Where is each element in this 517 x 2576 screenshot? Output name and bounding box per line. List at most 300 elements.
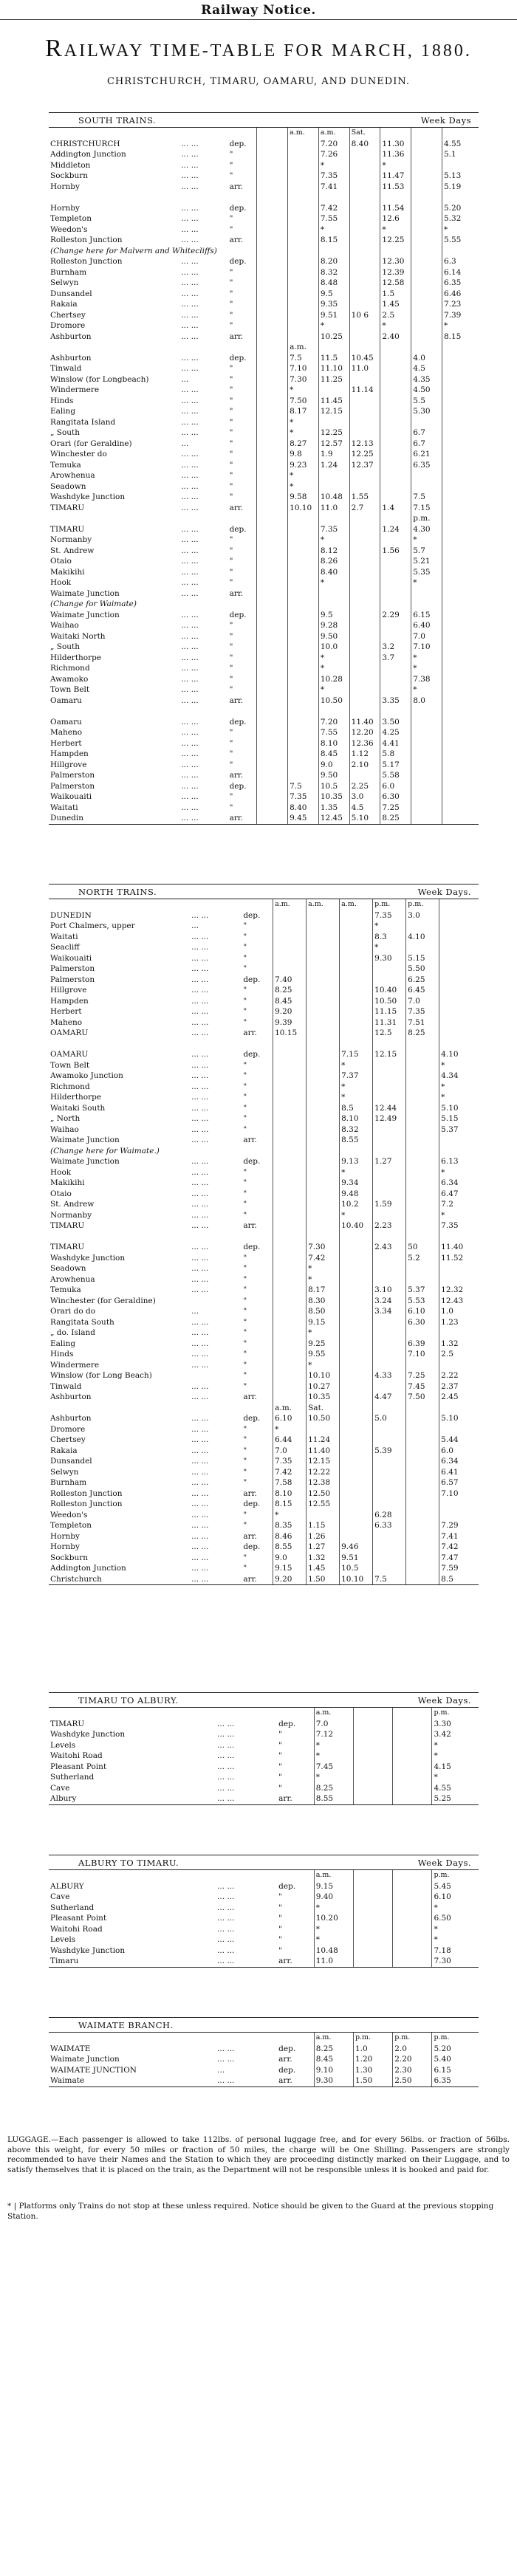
dep-arr-marker: " <box>243 996 247 1006</box>
leader-dots: ... ... <box>191 1017 209 1027</box>
time-cell: * <box>373 921 406 932</box>
time-cell <box>257 235 288 246</box>
dep-arr-marker: dep. <box>243 1500 261 1508</box>
dep-arr-marker: " <box>229 171 233 180</box>
dep-arr-marker: dep. <box>229 257 247 266</box>
time-cell <box>340 953 373 964</box>
station-name: „ do. Island <box>50 1328 95 1337</box>
time-cell <box>373 1178 406 1189</box>
timetable-row <box>49 310 479 321</box>
time-cell <box>411 781 442 792</box>
time-cell <box>288 278 319 289</box>
dep-arr-marker: " <box>243 1189 247 1198</box>
dep-arr-marker: " <box>243 1435 247 1444</box>
time-cell <box>257 460 288 471</box>
time-cell: 3.0 <box>349 791 380 803</box>
timetable-row <box>49 642 479 653</box>
time-cell: 1.35 <box>318 803 349 814</box>
time-cell <box>257 556 288 567</box>
time-cell <box>442 803 479 814</box>
station-name: Dunsandel <box>50 1457 92 1466</box>
time-cell: 1.32 <box>439 1339 479 1350</box>
time-cell: 9.15 <box>307 1317 340 1328</box>
time-cell: * <box>288 385 319 396</box>
dep-arr-marker: arr. <box>229 503 244 512</box>
station-name: WAIMATE <box>50 2044 91 2053</box>
time-cell: * <box>314 1924 353 1935</box>
dep-arr-marker: dep. <box>243 1157 261 1166</box>
time-cell <box>406 1520 439 1531</box>
time-cell: 4.15 <box>432 1762 479 1773</box>
time-cell <box>353 1762 392 1773</box>
timetable-row <box>49 1060 479 1071</box>
time-cell: 3.24 <box>373 1296 406 1307</box>
time-cell: 12.25 <box>318 427 349 439</box>
time-cell: p.m. <box>411 513 442 524</box>
time-cell: 11.52 <box>439 1253 479 1264</box>
time-cell <box>439 1274 479 1285</box>
time-cell <box>349 160 380 171</box>
time-cell: 7.30 <box>288 374 319 385</box>
timetable-row <box>49 427 479 439</box>
station-name: Hook <box>50 1167 72 1177</box>
time-cell: 1.45 <box>307 1563 340 1574</box>
time-cell <box>340 1242 373 1253</box>
time-cell <box>288 513 319 524</box>
station-name: Winchester (for Geraldine) <box>50 1296 156 1305</box>
station-name: Waitaki North <box>50 631 106 641</box>
time-cell: 1.15 <box>307 1520 340 1531</box>
dep-arr-marker: dep. <box>278 1881 296 1891</box>
leader-dots: ... ... <box>181 674 199 684</box>
time-cell: 8.25 <box>314 1783 353 1794</box>
time-cell <box>411 717 442 728</box>
time-cell: 5.55 <box>442 235 479 246</box>
time-cell: 7.5 <box>411 492 442 503</box>
time-cell: 10.48 <box>314 1945 353 1957</box>
time-cell <box>373 1092 406 1103</box>
time-cell: 5.50 <box>406 964 439 975</box>
time-cell: a.m. <box>307 899 340 910</box>
station-name: Selwyn <box>50 278 79 287</box>
time-cell <box>442 684 479 695</box>
time-cell <box>373 1082 406 1093</box>
leader-dots: ... ... <box>217 1914 235 1923</box>
station-name <box>49 192 179 203</box>
time-cell <box>349 610 380 621</box>
time-cell <box>257 470 288 481</box>
timetable-row <box>49 1881 479 1892</box>
time-cell: 6.10 <box>406 1306 439 1317</box>
time-cell <box>257 289 288 300</box>
timetable-row <box>49 2044 479 2055</box>
time-cell <box>288 332 319 343</box>
time-cell <box>439 1360 479 1371</box>
time-cell <box>442 577 479 588</box>
time-cell <box>257 439 288 450</box>
page <box>0 1 517 2576</box>
time-cell <box>442 406 479 417</box>
time-cell: 8.35 <box>273 1520 307 1531</box>
timetable-row <box>49 546 479 557</box>
time-cell <box>340 1381 373 1392</box>
timetable-row <box>49 1542 479 1553</box>
station-name: Hilderthorpe <box>50 1093 102 1102</box>
time-cell: 7.18 <box>432 1945 479 1957</box>
time-cell: 1.24 <box>318 460 349 471</box>
leader-dots <box>179 706 227 717</box>
time-cell: 7.42 <box>439 1542 479 1553</box>
time-cell: 1.0 <box>353 2044 392 2055</box>
leader-dots: ... ... <box>191 1082 209 1091</box>
dep-arr-marker: dep. <box>229 203 247 213</box>
leader-dots: ... ... <box>191 964 209 973</box>
time-cell: 9.45 <box>288 813 319 824</box>
time-cell: 6.45 <box>406 985 439 996</box>
time-cell: 4.5 <box>411 363 442 374</box>
time-cell: 7.2 <box>439 1199 479 1210</box>
dep-arr-marker: " <box>278 1903 283 1912</box>
time-cell <box>373 1435 406 1446</box>
time-cell: 10 6 <box>349 310 380 321</box>
time-cell <box>257 396 288 407</box>
time-cell: p.m. <box>393 2033 432 2044</box>
timetable-row <box>49 1903 479 1914</box>
dep-arr-marker: " <box>278 1945 283 1955</box>
time-cell <box>288 149 319 160</box>
time-cell <box>307 1103 340 1114</box>
time-cell <box>307 1071 340 1082</box>
time-cell <box>353 1783 392 1794</box>
time-cell: 6.15 <box>432 2065 479 2076</box>
time-cell <box>257 256 288 267</box>
time-cell: 1.23 <box>439 1317 479 1328</box>
dep-arr-marker: dep. <box>243 1542 261 1551</box>
dep-arr-marker <box>228 192 257 203</box>
timetable-row <box>49 791 479 803</box>
time-cell: 10.50 <box>318 695 349 707</box>
station-name: OAMARU <box>50 1050 89 1059</box>
time-cell <box>411 192 442 203</box>
time-cell: p.m. <box>353 2033 392 2044</box>
time-cell <box>288 642 319 653</box>
time-cell: 5.20 <box>442 203 479 214</box>
timetable-row <box>49 1553 479 1564</box>
dep-arr-marker: " <box>243 964 247 973</box>
time-cell <box>380 246 411 257</box>
time-cell: 7.23 <box>442 299 479 310</box>
leader-dots: ... ... <box>181 267 199 277</box>
timetable-row <box>49 256 479 267</box>
time-cell: 10.35 <box>307 1392 340 1403</box>
timetable-row <box>49 1719 479 1730</box>
time-cell <box>349 203 380 214</box>
timetable-row <box>49 684 479 695</box>
time-cell <box>288 246 319 257</box>
time-cell: 2.43 <box>373 1242 406 1253</box>
leader-dots: ... ... <box>217 1935 235 1944</box>
time-cell: 5.44 <box>439 1435 479 1446</box>
time-cell: 5.7 <box>411 546 442 557</box>
time-cell: 5.37 <box>439 1124 479 1136</box>
timetable-row <box>49 738 479 749</box>
time-cell <box>257 182 288 193</box>
time-cell <box>406 1124 439 1136</box>
time-cell: 1.50 <box>353 2075 392 2086</box>
time-cell: 7.42 <box>273 1467 307 1478</box>
dep-arr-marker <box>228 599 257 610</box>
time-cell <box>373 964 406 975</box>
time-cell: * <box>288 481 319 492</box>
station-name: Waitaki South <box>50 1103 106 1113</box>
time-cell <box>380 406 411 417</box>
time-cell <box>442 813 479 824</box>
time-cell <box>288 577 319 588</box>
time-cell <box>349 342 380 353</box>
time-cell: 6.10 <box>432 1892 479 1903</box>
dep-arr-marker: arr. <box>278 2076 292 2085</box>
leader-dots: ... ... <box>191 1350 209 1359</box>
time-cell: 4.30 <box>411 524 442 535</box>
dep-arr-marker: " <box>229 803 233 812</box>
leader-dots: ... ... <box>181 792 199 801</box>
dep-arr-marker: " <box>229 385 233 394</box>
timetable-row <box>49 524 479 535</box>
time-cell: a.m. <box>273 1403 307 1414</box>
time-cell <box>442 631 479 642</box>
time-cell <box>439 964 479 975</box>
time-cell <box>340 1435 373 1446</box>
timetable-row <box>49 1751 479 1762</box>
time-cell: 5.40 <box>432 2054 479 2065</box>
timetable-row <box>49 760 479 771</box>
leader-dots <box>190 1146 242 1157</box>
time-cell <box>411 813 442 824</box>
time-cell: a.m. <box>314 1708 353 1719</box>
timetable-row <box>49 171 479 182</box>
station-name <box>49 1039 190 1050</box>
station-name <box>49 899 190 910</box>
time-cell <box>257 128 288 139</box>
dep-arr-marker: " <box>229 738 233 748</box>
time-cell <box>393 1956 432 1967</box>
time-cell <box>411 417 442 428</box>
time-cell <box>406 1071 439 1082</box>
time-cell <box>406 1413 439 1424</box>
station-name: Makikihi <box>50 567 85 577</box>
time-cell: * <box>318 535 349 546</box>
time-cell: 8.5 <box>340 1103 373 1114</box>
time-cell: 7.35 <box>318 171 349 182</box>
station-name: Town Belt <box>50 1060 90 1070</box>
dep-arr-marker <box>228 513 257 524</box>
dep-arr-marker <box>277 1708 314 1719</box>
time-cell <box>340 910 373 921</box>
leader-dots: ... ... <box>181 814 199 822</box>
time-cell <box>349 653 380 664</box>
time-cell <box>340 1424 373 1435</box>
time-cell: 8.55 <box>314 1793 353 1804</box>
time-cell <box>439 1510 479 1521</box>
leader-dots: ... ... <box>181 524 199 534</box>
leader-dots: ... ... <box>191 1467 209 1477</box>
time-cell: * <box>307 1328 340 1339</box>
dep-arr-marker: " <box>229 749 233 758</box>
time-cell <box>273 1167 307 1178</box>
leader-dots: ... ... <box>191 1060 209 1070</box>
leader-dots: ... ... <box>217 1957 235 1965</box>
leader-dots: ... ... <box>217 2044 235 2053</box>
dep-arr-marker: " <box>243 1082 247 1091</box>
time-cell <box>442 503 479 514</box>
timetable-row <box>49 717 479 728</box>
leader-dots: ... ... <box>181 728 199 737</box>
section-title: SOUTH TRAINS. <box>78 115 157 126</box>
dep-arr-marker <box>242 899 273 910</box>
timetable-row <box>49 813 479 824</box>
time-cell: p.m. <box>432 1870 479 1881</box>
station-name: Washdyke Junction <box>50 492 126 501</box>
time-cell: 1.9 <box>318 449 349 460</box>
time-cell <box>288 631 319 642</box>
time-cell: 10.27 <box>307 1381 340 1392</box>
leader-dots: ... ... <box>181 203 199 213</box>
station-name: Palmerston <box>50 975 95 984</box>
station-name: Waikouaiti <box>50 792 92 801</box>
time-cell <box>340 1467 373 1478</box>
dep-arr-marker: " <box>243 1381 247 1391</box>
time-cell <box>340 1456 373 1467</box>
time-cell <box>307 1092 340 1103</box>
time-cell <box>257 684 288 695</box>
time-cell <box>353 1793 392 1804</box>
time-cell <box>393 1870 432 1881</box>
dep-arr-marker <box>228 706 257 717</box>
station-name: Tinwald <box>50 1381 82 1391</box>
dep-arr-marker: " <box>229 471 233 480</box>
time-cell: 5.8 <box>380 749 411 760</box>
time-cell <box>353 1934 392 1945</box>
time-cell: 8.48 <box>318 278 349 289</box>
time-cell: 7.25 <box>380 803 411 814</box>
dep-arr-marker: " <box>229 674 233 684</box>
timetable-row <box>49 203 479 214</box>
timetable-row <box>49 1092 479 1103</box>
time-cell <box>406 1135 439 1146</box>
dep-arr-marker <box>242 1146 273 1157</box>
time-cell <box>349 546 380 557</box>
time-cell <box>349 577 380 588</box>
time-cell <box>353 1945 392 1957</box>
time-cell: 5.17 <box>380 760 411 771</box>
time-cell <box>393 1924 432 1935</box>
week-days-label: Week Days. <box>417 1695 471 1706</box>
time-cell: 9.51 <box>340 1553 373 1564</box>
station-name: Rakaia <box>50 1446 78 1455</box>
dep-arr-marker: " <box>243 1553 247 1562</box>
station-name: TIMARU <box>50 1243 85 1251</box>
timetable-row <box>49 1049 479 1060</box>
time-cell <box>406 1178 439 1189</box>
time-cell <box>257 213 288 224</box>
time-cell: * <box>411 684 442 695</box>
time-cell: 8.46 <box>273 1531 307 1542</box>
time-cell <box>442 396 479 407</box>
timetable-row <box>49 932 479 943</box>
time-cell <box>318 470 349 481</box>
time-cell <box>288 224 319 236</box>
timetable-row <box>49 1178 479 1189</box>
time-cell: 5.32 <box>442 213 479 224</box>
time-cell <box>349 192 380 203</box>
time-cell <box>273 1113 307 1124</box>
time-cell <box>288 235 319 246</box>
time-cell <box>349 695 380 707</box>
time-cell: 11.5 <box>318 353 349 364</box>
station-name: Albury <box>50 1794 77 1803</box>
timetable-row <box>49 1124 479 1136</box>
time-cell: * <box>288 427 319 439</box>
south-trains-table <box>49 112 479 825</box>
timetable-title <box>0 35 517 63</box>
station-name: Hampden <box>50 996 89 1006</box>
time-cell: * <box>380 320 411 332</box>
time-cell <box>406 1360 439 1371</box>
station-name: Burnham <box>50 1478 87 1487</box>
time-cell <box>349 663 380 674</box>
timetable-row <box>49 964 479 975</box>
station-name: Templeton <box>50 214 92 223</box>
week-days-label: Week Days <box>420 115 471 126</box>
leader-dots: ... ... <box>181 610 199 619</box>
time-cell: 4.10 <box>439 1049 479 1060</box>
timetable-row <box>49 663 479 674</box>
time-cell <box>257 310 288 321</box>
time-cell <box>442 695 479 707</box>
timetable-row <box>49 1424 479 1435</box>
time-cell <box>393 1719 432 1730</box>
time-cell: * <box>318 653 349 664</box>
timetable-row <box>49 1499 479 1510</box>
time-cell <box>340 932 373 943</box>
time-cell: 12.49 <box>373 1113 406 1124</box>
dep-arr-marker: " <box>278 1751 283 1760</box>
leader-dots: ... ... <box>191 1317 209 1327</box>
time-cell: 4.5 <box>349 803 380 814</box>
time-cell <box>288 706 319 717</box>
time-cell: * <box>288 470 319 481</box>
leader-dots: ... ... <box>191 1178 209 1187</box>
leader-dots <box>179 192 227 203</box>
timetable-row <box>49 342 479 353</box>
timetable-row <box>49 803 479 814</box>
time-cell: 1.5 <box>380 289 411 300</box>
station-name: Seadown <box>50 481 86 491</box>
timetable-row <box>49 1729 479 1740</box>
time-cell <box>411 213 442 224</box>
timetable-row <box>49 1349 479 1360</box>
dep-arr-marker: dep. <box>243 1050 261 1059</box>
time-cell: 9.8 <box>288 449 319 460</box>
time-cell <box>380 535 411 546</box>
timetable-row <box>49 460 479 471</box>
time-cell: 7.41 <box>318 182 349 193</box>
time-cell: 2.23 <box>373 1220 406 1232</box>
time-cell <box>442 749 479 760</box>
leader-dots: ... ... <box>191 1531 209 1541</box>
time-cell: 4.34 <box>439 1071 479 1082</box>
time-cell: 8.40 <box>288 803 319 814</box>
